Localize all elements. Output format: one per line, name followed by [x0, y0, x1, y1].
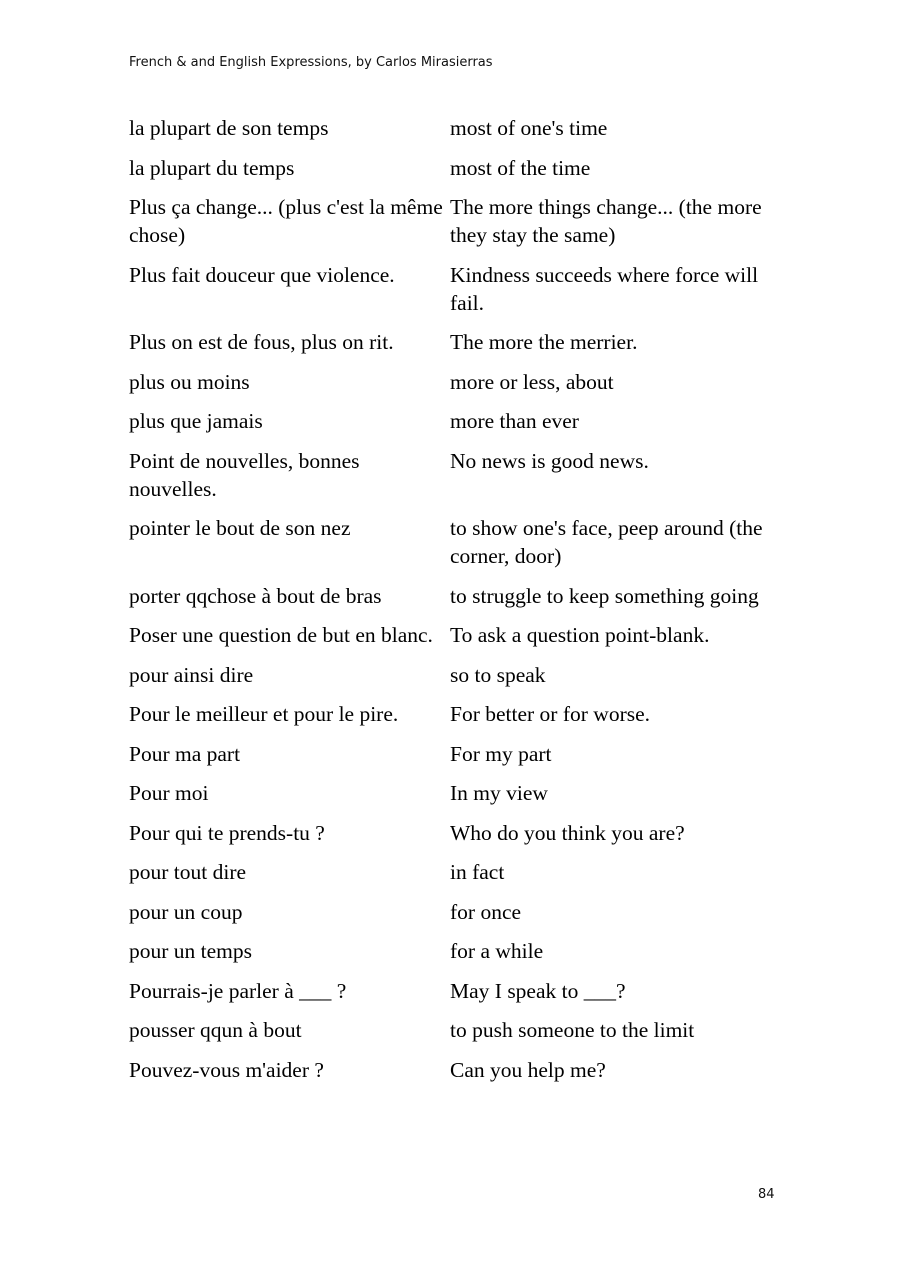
french-expression: plus ou moins — [129, 369, 250, 394]
english-translation: most of the time — [450, 155, 591, 180]
english-translation: In my view — [450, 781, 548, 805]
table-row — [129, 114, 789, 142]
table-row — [129, 700, 789, 728]
french-expression: Plus ça change... (plus c'est la même chose) — [129, 195, 443, 247]
french-expression: la plupart du temps — [129, 155, 295, 180]
english-translation: to show one's face, peep around (the corner, door) — [450, 516, 763, 568]
french-expression: Pour moi — [129, 781, 209, 805]
french-expression: pour un coup — [129, 899, 243, 924]
english-translation: May I speak to ___? — [450, 978, 626, 1003]
table-row — [129, 1056, 789, 1084]
table-row — [129, 582, 789, 610]
table-row — [129, 261, 789, 317]
table-row — [129, 1016, 789, 1044]
table-row — [129, 779, 789, 807]
english-translation: The more the merrier. — [450, 330, 638, 354]
english-translation: For my part — [450, 741, 552, 766]
french-expression: Pourrais-je parler à ___ ? — [129, 978, 347, 1003]
table-row — [129, 858, 789, 886]
table-row — [129, 407, 789, 435]
english-translation: in fact — [450, 860, 505, 884]
english-translation: for a while — [450, 939, 544, 963]
english-translation: Kindness succeeds where force will fail. — [450, 262, 759, 315]
french-expression: Pour le meilleur et pour le pire. — [129, 702, 399, 726]
english-translation: The more things change... (the more they stay the same) — [450, 195, 762, 247]
english-translation: so to speak — [450, 662, 546, 687]
english-translation: to struggle to keep something going — [450, 583, 759, 608]
table-row — [129, 154, 789, 182]
french-expression: Pour ma part — [129, 741, 241, 766]
french-expression: Poser une question de but en blanc. — [129, 623, 433, 647]
french-expression: pousser qqun à bout — [129, 1018, 302, 1042]
french-expression: Plus on est de fous, plus on rit. — [129, 330, 394, 354]
table-row — [129, 661, 789, 689]
table-row — [129, 368, 789, 396]
french-expression: la plupart de son temps — [129, 116, 329, 140]
table-row — [129, 977, 789, 1005]
french-expression: Pour qui te prends-tu ? — [129, 820, 325, 845]
french-expression: porter qqchose à bout de bras — [129, 583, 382, 608]
english-translation: to push someone to the limit — [450, 1018, 695, 1042]
table-row — [129, 514, 789, 570]
english-translation: more than ever — [450, 409, 579, 433]
running-header: French & and English Expressions, by Carlos Mirasierras — [129, 55, 493, 70]
french-expression: pour un temps — [129, 939, 253, 963]
english-translation: To ask a question point-blank. — [450, 623, 710, 647]
table-row — [129, 328, 789, 356]
english-translation: for once — [450, 899, 522, 924]
table-row — [129, 447, 789, 503]
english-translation: most of one's time — [450, 116, 608, 140]
french-expression: pour tout dire — [129, 860, 247, 884]
english-translation: more or less, about — [450, 369, 614, 394]
table-row — [129, 898, 789, 926]
french-expression: pointer le bout de son nez — [129, 516, 351, 540]
table-row — [129, 937, 789, 965]
english-translation: Who do you think you are? — [450, 820, 685, 845]
table-row — [129, 819, 789, 847]
french-expression: Plus fait douceur que violence. — [129, 262, 395, 287]
french-expression: pour ainsi dire — [129, 662, 254, 687]
expression-table — [129, 114, 789, 1095]
table-row — [129, 193, 789, 249]
table-row — [129, 740, 789, 768]
french-expression: plus que jamais — [129, 409, 263, 433]
french-expression: Pouvez-vous m'aider ? — [129, 1057, 324, 1082]
table-row — [129, 621, 789, 649]
english-translation: Can you help me? — [450, 1057, 606, 1082]
french-expression: Point de nouvelles, bonnes nouvelles. — [129, 448, 360, 501]
english-translation: No news is good news. — [450, 448, 649, 473]
page-number: 84 — [758, 1187, 775, 1202]
english-translation: For better or for worse. — [450, 702, 651, 726]
